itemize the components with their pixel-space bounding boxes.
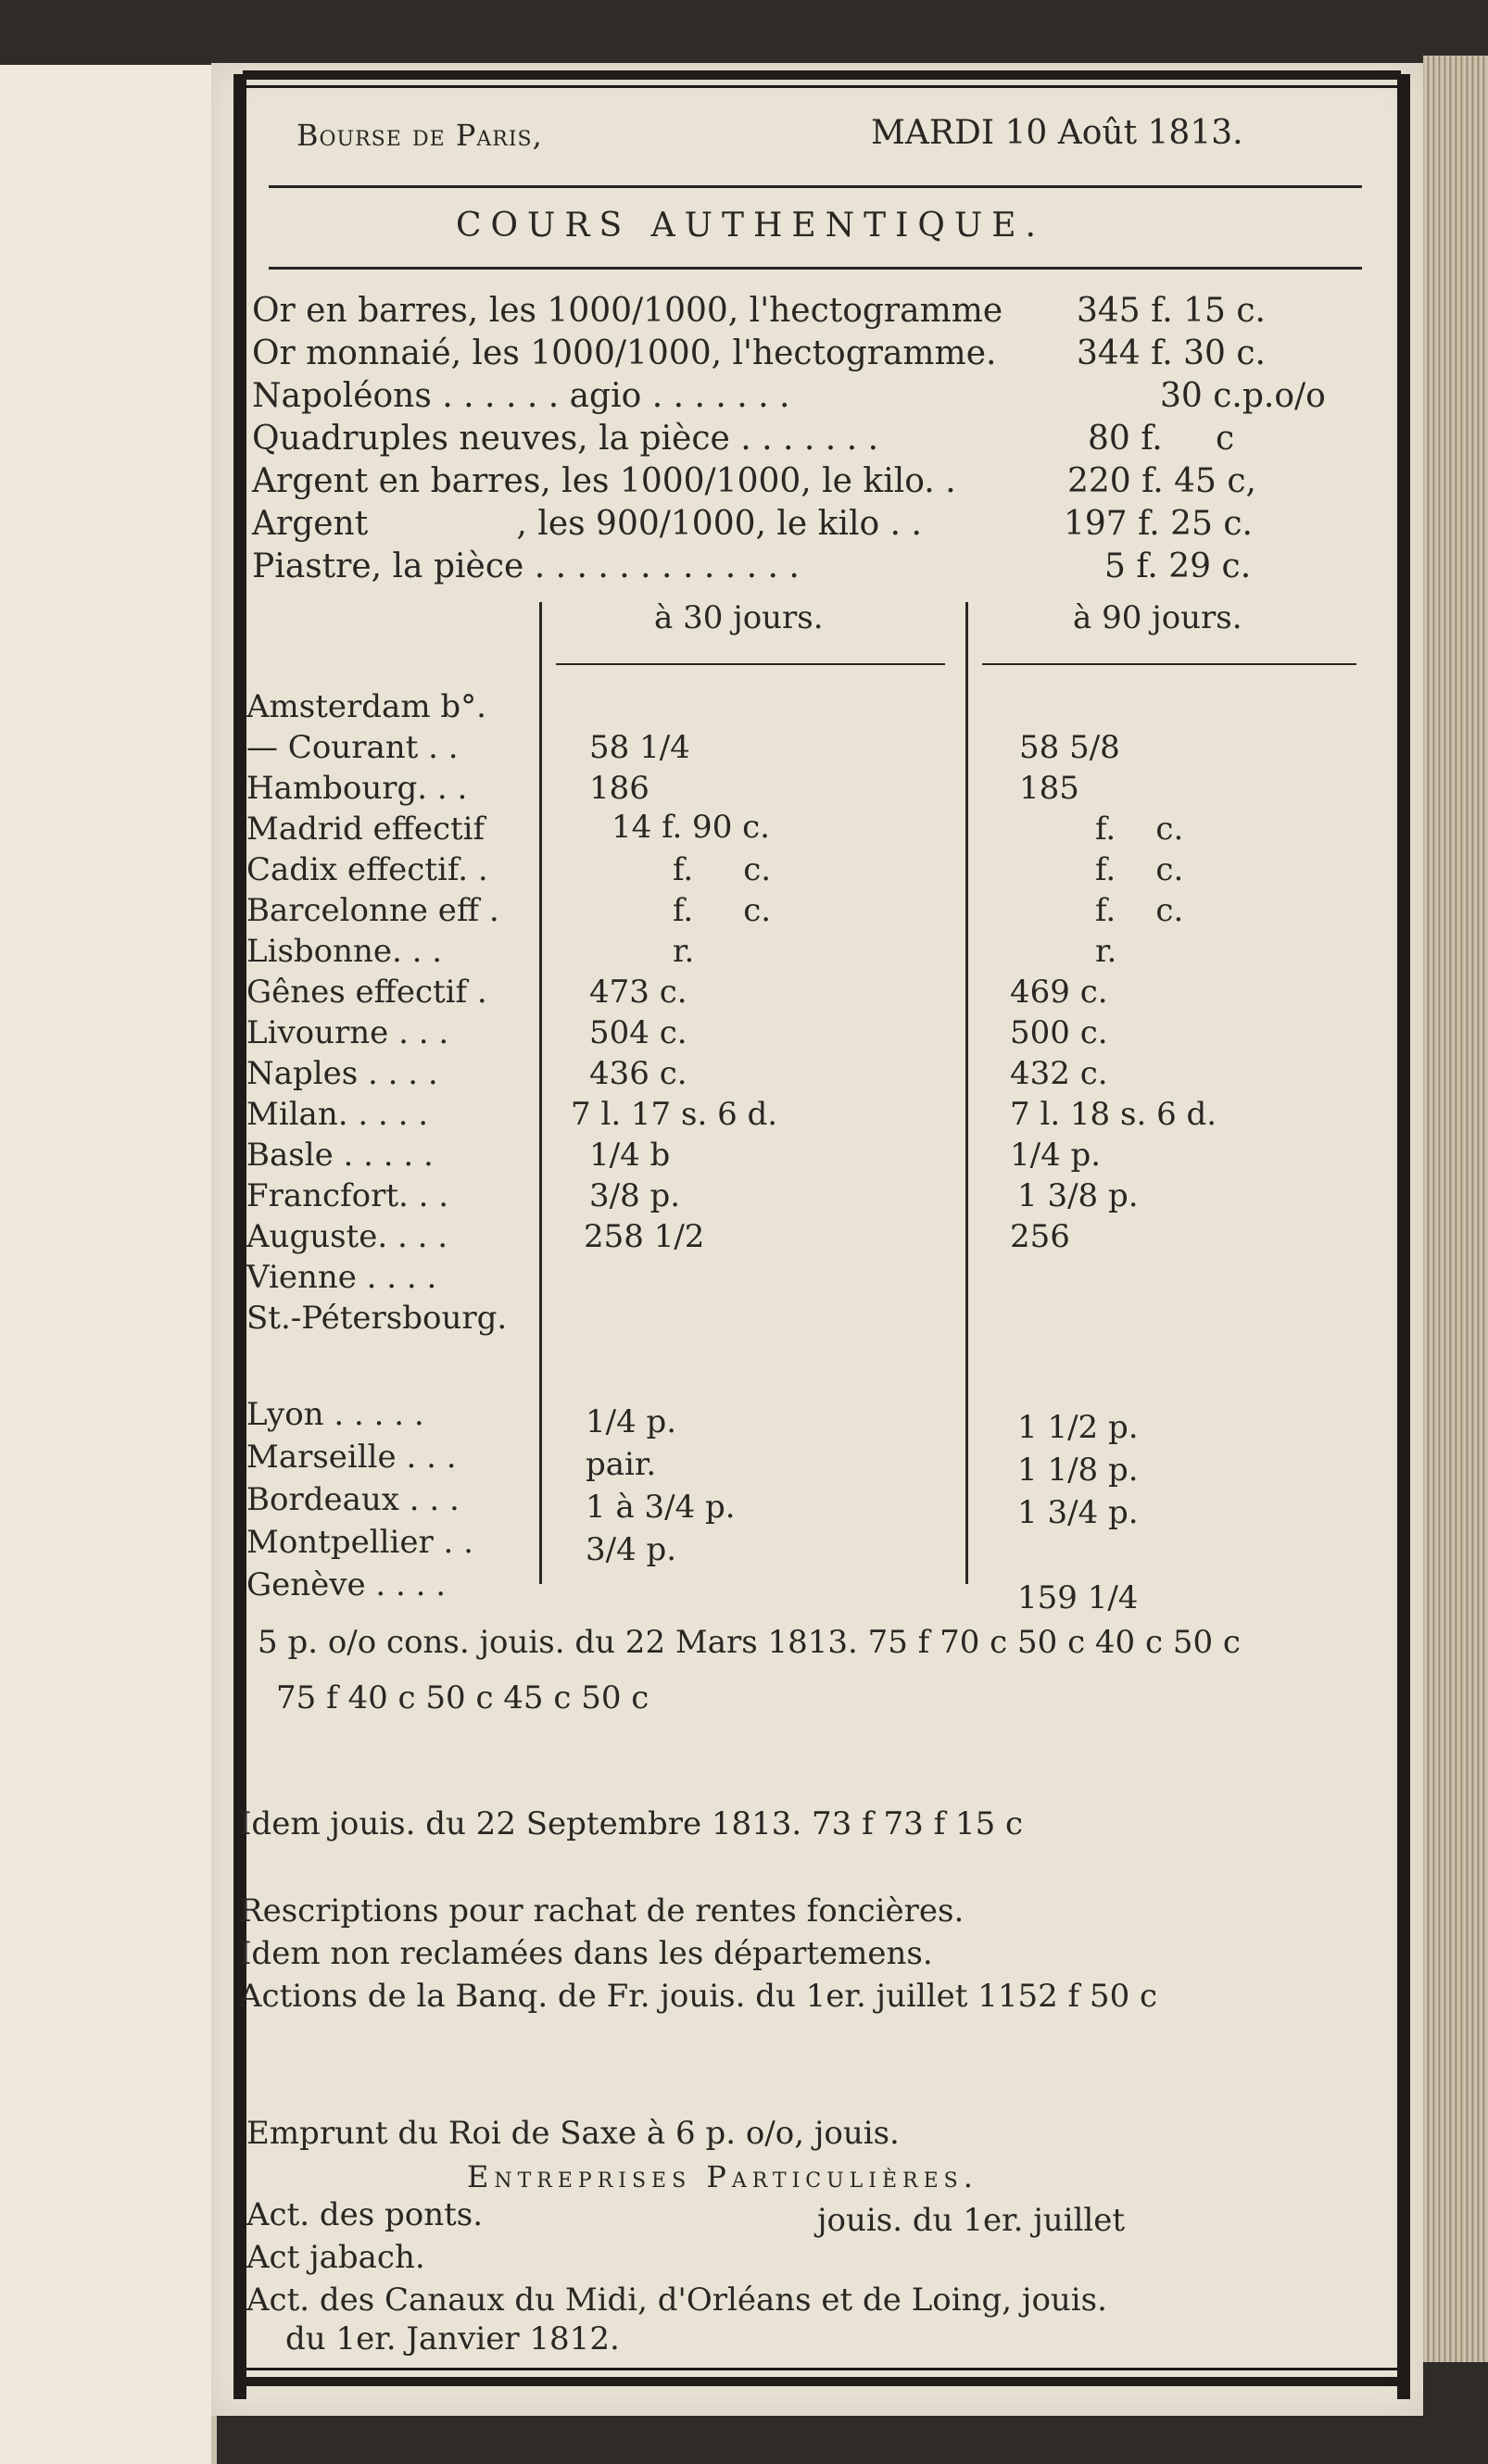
exchange-place: St.-Pétersbourg. — [246, 1300, 508, 1337]
column-rule-right — [965, 602, 968, 1584]
metal-label: Argent , les 900/1000, le kilo . . — [252, 505, 922, 543]
canaux-date: du 1er. Janvier 1812. — [285, 2320, 620, 2357]
exchange-30: 436 c. — [589, 1055, 687, 1092]
exchange-90: 469 c. — [1010, 974, 1108, 1011]
exchange-90: 432 c. — [1010, 1055, 1108, 1092]
exchange-place: Vienne . . . . — [246, 1259, 437, 1296]
header-date: MARDI 10 Août 1813. — [871, 114, 1243, 152]
exchange-90: 1 3/4 p. — [1017, 1494, 1139, 1531]
exchange-place: Francfort. . . — [246, 1177, 449, 1214]
exchange-place: Marseille . . . — [246, 1439, 457, 1476]
exchange-90: f. c. — [1095, 811, 1184, 848]
exchange-30: 504 c. — [589, 1014, 687, 1051]
exchange-30: 186 — [589, 770, 649, 807]
col-30-header: à 30 jours. — [654, 599, 824, 636]
exchange-place: Montpellier . . — [246, 1524, 473, 1561]
exchange-30: pair. — [586, 1446, 657, 1483]
metal-value: 30 c.p.o/o — [1160, 377, 1326, 415]
exchange-place: Livourne . . . — [246, 1014, 449, 1051]
exchange-90: 1 3/8 p. — [1017, 1177, 1139, 1214]
rentes-line: 75 f 40 c 50 c 45 c 50 c — [276, 1679, 649, 1716]
ponts-jouis: jouis. du 1er. juillet — [817, 2202, 1126, 2239]
frame-bottom-thin-rule — [243, 2368, 1401, 2370]
exchange-place: Gênes effectif . — [246, 974, 487, 1011]
exchange-place: — Courant . . — [246, 729, 459, 766]
ponts-line: Act. des ponts. — [246, 2196, 484, 2233]
rentes-line: 5 p. o/o cons. jouis. du 22 Mars 1813. 75 f 70 c 50 c 40 c 50 c — [258, 1624, 1241, 1661]
exchange-90: r. — [1095, 933, 1117, 970]
jabach-line: Act jabach. — [246, 2239, 425, 2276]
metal-label: Napoléons . . . . . . agio . . . . . . . — [252, 377, 790, 415]
col-90-header: à 90 jours. — [1073, 599, 1242, 636]
exchange-90: 58 5/8 — [1019, 729, 1120, 766]
other-line: Rescriptions pour rachat de rentes foncières. — [239, 1892, 965, 1930]
exchange-30: 58 1/4 — [589, 729, 690, 766]
col90-underline — [982, 663, 1356, 665]
exchange-place: Cadix effectif. . — [246, 851, 488, 888]
exchange-place: Milan. . . . . — [246, 1096, 428, 1133]
exchange-30: 473 c. — [589, 974, 687, 1011]
emprunt-line: Emprunt du Roi de Saxe à 6 p. o/o, jouis. — [246, 2115, 900, 2152]
metal-label: Quadruples neuves, la pièce . . . . . . . — [252, 420, 879, 458]
metal-label: Or monnaié, les 1000/1000, l'hectogramme. — [252, 334, 997, 372]
exchange-30: 7 l. 17 s. 6 d. — [571, 1096, 778, 1133]
exchange-90: 7 l. 18 s. 6 d. — [1010, 1096, 1217, 1133]
exchange-30: 1 à 3/4 p. — [586, 1489, 736, 1526]
facing-blank-page — [0, 65, 217, 2464]
exchange-90: 159 1/4 — [1017, 1579, 1139, 1616]
exchange-place: Amsterdam b°. — [246, 688, 486, 725]
exchange-90: 185 — [1019, 770, 1079, 807]
exchange-90: 500 c. — [1010, 1014, 1108, 1051]
metal-value: 5 f. 29 c. — [1104, 547, 1252, 585]
exchange-place: Hambourg. . . — [246, 770, 468, 807]
frame-bottom-rule — [243, 2377, 1401, 2386]
exchange-30: r. — [673, 933, 695, 970]
column-rule-left — [539, 602, 542, 1584]
metal-value: 197 f. 25 c. — [1064, 505, 1253, 543]
exchange-30: 1/4 b — [589, 1137, 671, 1174]
metal-label: Or en barres, les 1000/1000, l'hectogramme — [252, 292, 1003, 330]
entreprises-heading: Entreprises Particulières. — [467, 2159, 978, 2194]
frame-top-thin-rule — [243, 85, 1401, 88]
exchange-30: f. c. — [673, 851, 772, 888]
exchange-30: 1/4 p. — [586, 1403, 677, 1440]
exchange-place: Madrid effectif — [246, 811, 485, 848]
header-left: Bourse de Paris, — [296, 118, 543, 153]
metal-value: 344 f. 30 c. — [1077, 334, 1266, 372]
header-rule — [269, 185, 1362, 188]
exchange-place: Naples . . . . — [246, 1055, 438, 1092]
exchange-90: 1/4 p. — [1010, 1137, 1102, 1174]
exchange-90: 1 1/8 p. — [1017, 1452, 1139, 1489]
metal-value: 80 f. c — [1088, 420, 1235, 458]
title-rule — [269, 267, 1362, 270]
other-line: Actions de la Banq. de Fr. jouis. du 1er. juillet 1152 f 50 c — [239, 1978, 1158, 2015]
exchange-30: f. c. — [673, 892, 772, 929]
other-line: Idem non reclamées dans les départemens. — [239, 1935, 933, 1972]
exchange-30: 3/8 p. — [589, 1177, 681, 1214]
exchange-place: Lyon . . . . . — [246, 1396, 424, 1433]
exchange-90: 1 1/2 p. — [1017, 1409, 1139, 1446]
book-page-edges — [1423, 56, 1488, 2362]
metal-value: 345 f. 15 c. — [1077, 292, 1266, 330]
exchange-30: 258 1/2 — [584, 1218, 705, 1255]
exchange-90: 256 — [1010, 1218, 1070, 1255]
page-title: COURS AUTHENTIQUE. — [456, 207, 1045, 245]
exchange-30: 14 f. 90 c. — [612, 809, 770, 846]
exchange-place: Barcelonne eff . — [246, 892, 499, 929]
exchange-90: f. c. — [1095, 892, 1184, 929]
col30-underline — [556, 663, 945, 665]
exchange-place: Bordeaux . . . — [246, 1481, 460, 1518]
exchange-place: Genève . . . . — [246, 1566, 447, 1603]
exchange-place: Auguste. . . . — [246, 1218, 448, 1255]
rentes-idem: Idem jouis. du 22 Septembre 1813. 73 f 73 f 15 c — [239, 1805, 1024, 1842]
metal-label: Argent en barres, les 1000/1000, le kilo. . — [252, 462, 956, 500]
exchange-90: f. c. — [1095, 851, 1184, 888]
metal-label: Piastre, la pièce . . . . . . . . . . . . . — [252, 547, 800, 585]
canaux-line: Act. des Canaux du Midi, d'Orléans et de Loing, jouis. — [246, 2282, 1107, 2319]
metal-value: 220 f. 45 c, — [1067, 462, 1256, 500]
frame-top-rule — [243, 70, 1401, 80]
exchange-place: Lisbonne. . . — [246, 933, 443, 970]
exchange-place: Basle . . . . . — [246, 1137, 434, 1174]
exchange-30: 3/4 p. — [586, 1531, 677, 1568]
